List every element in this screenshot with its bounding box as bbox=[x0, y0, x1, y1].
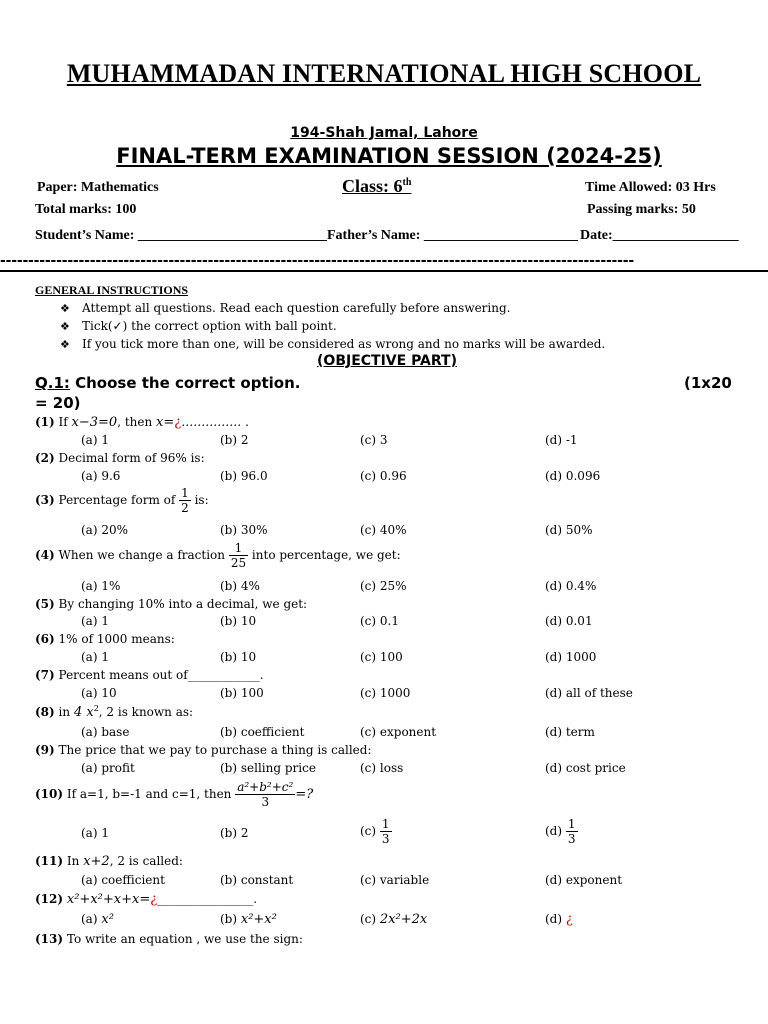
question-10: (10) If a=1, b=-1 and c=1, then $\frac{\text{a²+b²+c²}}{3}$ =? bbox=[35, 780, 314, 809]
question-4: (4) When we change a fraction $\frac{1}{25}$ into percentage, we get: bbox=[35, 541, 401, 570]
option-b[interactable]: (b) 100 bbox=[220, 686, 264, 700]
instruction-item: ❖ Attempt all questions. Read each question carefully before answering. bbox=[60, 301, 511, 315]
option-a[interactable]: (a) 1 bbox=[81, 650, 109, 664]
option-c[interactable]: (c) 0.96 bbox=[360, 469, 407, 483]
option-d[interactable]: (d) term bbox=[545, 725, 595, 739]
option-a[interactable]: (a) 1 bbox=[81, 614, 109, 628]
option-a[interactable]: (a) 1 bbox=[81, 826, 109, 840]
option-b[interactable]: (b) 10 bbox=[220, 650, 257, 664]
fraction: $\frac{1}{25}$ bbox=[230, 541, 247, 570]
fraction: $\frac{\text{a²+b²+c²}}{3}$ bbox=[237, 780, 294, 809]
option-c[interactable]: (c) 0.1 bbox=[360, 614, 399, 628]
diamond-bullet-icon: ❖ bbox=[60, 338, 70, 351]
option-c[interactable]: (c) 1000 bbox=[360, 686, 411, 700]
option-b[interactable]: (b) selling price bbox=[220, 761, 316, 775]
option-c[interactable]: (c) $\frac{1}{3}$ bbox=[360, 817, 390, 846]
question-13: (13) To write an equation , we use the sign: bbox=[35, 932, 303, 946]
option-a[interactable]: (a) 1 bbox=[81, 433, 109, 447]
option-c[interactable]: (c) 25% bbox=[360, 579, 407, 593]
fraction: $\frac{1}{3}$ bbox=[381, 817, 390, 846]
student-name-field[interactable]: Student’s Name: ___________________________ bbox=[35, 228, 327, 243]
question-3: (3) Percentage form of $\frac{1}{2}$ is: bbox=[35, 486, 209, 515]
option-d[interactable]: (d) all of these bbox=[545, 686, 633, 700]
question-6: (6) 1% of 1000 means: bbox=[35, 632, 175, 646]
option-d[interactable]: (d) $\frac{1}{3}$ bbox=[545, 817, 576, 846]
dashed-divider: ----------------------------------------------------------------------------------------------------------------- bbox=[0, 253, 634, 267]
option-d[interactable]: (d) 0.096 bbox=[545, 469, 601, 483]
instructions-title: GENERAL INSTRUCTIONS bbox=[35, 283, 189, 297]
option-a[interactable]: (a) base bbox=[81, 725, 130, 739]
question-1: (1) If x−3=0, then x=¿…………… . bbox=[35, 415, 249, 430]
father-name-field[interactable]: Father’s Name: ______________________ bbox=[327, 228, 578, 243]
exam-title: FINAL-TERM EXAMINATION SESSION (2024-25) bbox=[116, 144, 662, 168]
option-a[interactable]: (a) coefficient bbox=[81, 873, 165, 887]
option-b[interactable]: (b) x²+x² bbox=[220, 912, 277, 927]
question-12: (12) x²+x²+x+x=¿________________. bbox=[35, 892, 258, 907]
option-c[interactable]: (c) variable bbox=[360, 873, 430, 887]
option-d[interactable]: (d) 50% bbox=[545, 523, 593, 537]
option-a[interactable]: (a) 9.6 bbox=[81, 469, 121, 483]
q-label: Q.1: bbox=[35, 374, 70, 392]
paper-label: Paper: Mathematics bbox=[37, 180, 159, 195]
q-text: Choose the correct option. bbox=[69, 374, 301, 392]
class-sup: th bbox=[402, 177, 412, 188]
diamond-bullet-icon: ❖ bbox=[60, 302, 70, 315]
option-a[interactable]: (a) 10 bbox=[81, 686, 117, 700]
option-a[interactable]: (a) profit bbox=[81, 761, 135, 775]
option-d[interactable]: (d) 0.4% bbox=[545, 579, 597, 593]
option-d[interactable]: (d) 0.01 bbox=[545, 614, 593, 628]
question-8: (8) in 4 $x^2$, 2 is known as: bbox=[35, 704, 194, 720]
option-c[interactable]: (c) loss bbox=[360, 761, 404, 775]
option-a[interactable]: (a) x² bbox=[81, 912, 114, 927]
passing-marks: Passing marks: 50 bbox=[587, 202, 696, 217]
option-d[interactable]: (d) -1 bbox=[545, 433, 578, 447]
option-c[interactable]: (c) 3 bbox=[360, 433, 388, 447]
question-5: (5) By changing 10% into a decimal, we get: bbox=[35, 597, 308, 611]
option-b[interactable]: (b) 2 bbox=[220, 433, 249, 447]
total-marks: Total marks: 100 bbox=[35, 202, 137, 217]
school-address: 194-Shah Jamal, Lahore bbox=[290, 125, 478, 141]
option-d[interactable]: (d) 1000 bbox=[545, 650, 597, 664]
question-2: (2) Decimal form of 96% is: bbox=[35, 451, 205, 465]
class-text: Class: 6 bbox=[342, 176, 403, 196]
option-b[interactable]: (b) constant bbox=[220, 873, 294, 887]
option-b[interactable]: (b) 4% bbox=[220, 579, 260, 593]
marks-allocation: (1x20 bbox=[684, 374, 732, 392]
option-d[interactable]: (d) cost price bbox=[545, 761, 626, 775]
school-name: MUHAMMADAN INTERNATIONAL HIGH SCHOOL bbox=[66, 59, 702, 88]
objective-title: (OBJECTIVE PART) bbox=[317, 353, 457, 369]
option-d[interactable]: (d) ¿ bbox=[545, 912, 573, 927]
option-c[interactable]: (c) 100 bbox=[360, 650, 403, 664]
option-c[interactable]: (c) 40% bbox=[360, 523, 407, 537]
time-allowed: Time Allowed: 03 Hrs bbox=[585, 180, 716, 195]
option-b[interactable]: (b) 10 bbox=[220, 614, 257, 628]
diamond-bullet-icon: ❖ bbox=[60, 320, 70, 333]
option-b[interactable]: (b) coefficient bbox=[220, 725, 305, 739]
class-label bbox=[342, 176, 411, 197]
fraction: $\frac{1}{3}$ bbox=[567, 817, 576, 846]
option-b[interactable]: (b) 2 bbox=[220, 826, 249, 840]
option-c[interactable]: (c) 2x²+2x bbox=[360, 912, 428, 927]
marks-allocation-cont: = 20) bbox=[35, 394, 81, 412]
instruction-item: ❖ If you tick more than one, will be considered as wrong and no marks will be awarded. bbox=[60, 337, 606, 351]
question-9: (9) The price that we pay to purchase a thing is called: bbox=[35, 743, 372, 757]
instruction-item: ❖ Tick(✓) the correct option with ball point. bbox=[60, 319, 337, 333]
question-11: (11) In x+2, 2 is called: bbox=[35, 854, 183, 869]
option-b[interactable]: (b) 96.0 bbox=[220, 469, 268, 483]
option-a[interactable]: (a) 20% bbox=[81, 523, 129, 537]
option-a[interactable]: (a) 1% bbox=[81, 579, 121, 593]
section-heading bbox=[35, 374, 300, 392]
question-7: (7) Percent means out of____________. bbox=[35, 668, 264, 682]
option-d[interactable]: (d) exponent bbox=[545, 873, 623, 887]
option-c[interactable]: (c) exponent bbox=[360, 725, 437, 739]
fraction: $\frac{1}{2}$ bbox=[181, 486, 189, 515]
option-b[interactable]: (b) 30% bbox=[220, 523, 268, 537]
solid-divider bbox=[0, 270, 768, 272]
date-field[interactable]: Date:__________________ bbox=[580, 228, 739, 243]
